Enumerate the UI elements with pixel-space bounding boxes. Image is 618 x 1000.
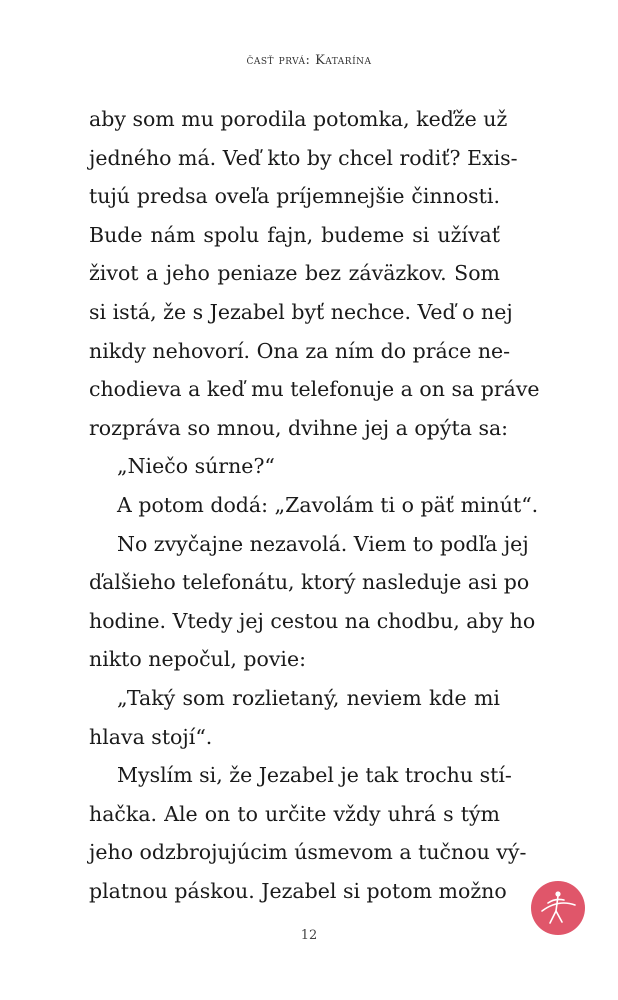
- text-line: A potom dodá: „Zavolám ti o päť minút“.: [117, 492, 539, 517]
- text-line: hačka. Ale on to určite vždy uhrá s tým: [89, 801, 500, 826]
- text-line: hodine. Vtedy jej cestou na chodbu, aby ho: [89, 608, 536, 633]
- text-line: tujú predsa oveľa príjemnejšie činnosti.: [89, 184, 500, 209]
- page-number: 12: [300, 928, 318, 943]
- text-line: život a jeho peniaze bez záväzkov. Som: [89, 261, 500, 286]
- text-line: ďalšieho telefonátu, ktorý nasleduje asi po: [89, 570, 530, 595]
- text-line: nikdy nehovorí. Ona za ním do práce ne-: [89, 338, 511, 363]
- body-text: [89, 100, 540, 910]
- text-line: nikto nepočul, povie:: [89, 647, 306, 672]
- text-line: „Taký som rozlietaný, neviem kde mi: [117, 685, 500, 710]
- text-line: platnou páskou. Jezabel si potom možno: [89, 878, 507, 903]
- text-line: No zvyčajne nezavolá. Viem to podľa jej: [117, 531, 529, 556]
- text-line: „Niečo súrne?“: [117, 454, 275, 479]
- running-header: [0, 53, 618, 68]
- archer-figure-icon: [531, 881, 585, 935]
- text-line: hlava stojí“.: [89, 724, 213, 749]
- text-line: Myslím si, že Jezabel je tak trochu stí-: [117, 763, 512, 788]
- running-header-text: časť prvá: Katarína: [246, 53, 372, 68]
- text-line: si istá, že s Jezabel byť nechce. Veď o nej: [89, 299, 513, 324]
- text-line: jeho odzbrojujúcim úsmevom a tučnou vý-: [89, 840, 527, 865]
- text-line: chodieva a keď mu telefonuje a on sa práve: [89, 377, 540, 402]
- text-line: aby som mu porodila potomka, keďže už: [89, 107, 508, 131]
- text-line: Bude nám spolu fajn, budeme si užívať: [89, 222, 500, 247]
- text-line: rozpráva so mnou, dvihne jej a opýta sa:: [89, 415, 509, 440]
- text-line: jedného má. Veď kto by chcel rodiť? Exis-: [89, 145, 518, 170]
